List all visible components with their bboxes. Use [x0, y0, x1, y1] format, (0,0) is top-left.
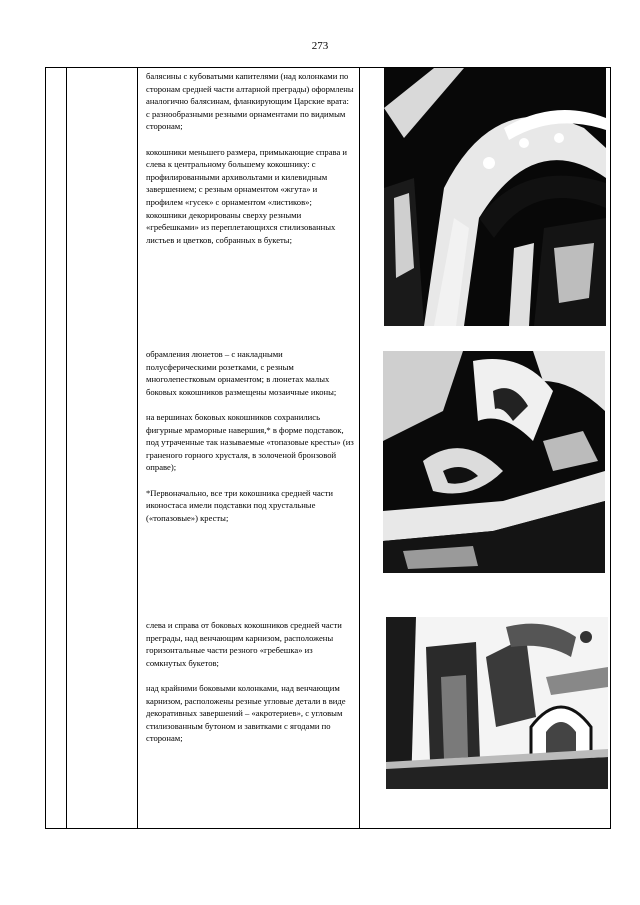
photo-iconostasis-cornice	[386, 617, 608, 789]
description-block-2	[146, 348, 354, 524]
photo-kokoshnik-arch	[384, 68, 606, 326]
column-divider-1	[66, 67, 67, 829]
description-block-1	[146, 70, 354, 246]
paragraph: на вершинах боковых кокошников сохранились фигурные мраморные навершия,* в форме подставок, под утраченные так называемые «топазовые кресты» (из граненого горного хрусталя, в золоченой бронзовой оправе);	[146, 411, 354, 473]
paragraph: обрамления люнетов – с накладными полусферическими розетками, с резным многолепестковым орнаментом; в люнетах малых боковых кокошников размещены мозаичные иконы;	[146, 349, 337, 397]
photo-marble-finial	[383, 351, 605, 573]
paragraph: слева и справа от боковых кокошников средней части преграды, над венчающим карнизом, расположены горизонтальные части резного «гребешка» из сомкнутых букетов;	[146, 620, 342, 668]
paragraph: *Первоначально, все три кокошника средней части иконостаса имели подставки под хрустальные («топазовые») кресты;	[146, 487, 333, 523]
page-number: 273	[311, 40, 329, 52]
column-divider-2	[137, 67, 138, 829]
paragraph: над крайними боковыми колонками, над венчающим карнизом, расположены резные угловые детали в виде декоративных завершений – «акротериев», с угловым стилизованным бутоном и завитками с ягодами по сторонам;	[146, 682, 346, 744]
description-block-3	[146, 619, 354, 745]
column-divider-3	[359, 67, 360, 829]
paragraph: кокошники меньшего размера, примыкающие справа и слева к центральному большему кокошнику: с профилированными архивольтами и килевидным завершением; с резным орнаментом «жгута» и профилем «гусек» с орнаментом «листиков»; кокошники декорированы сверху резными «гребешками» из переплетающихся стилизованных листьев и цветков, собранных в букеты;	[146, 146, 348, 245]
paragraph: балясины с кубоватыми капителями (над колонками по сторонам средней части алтарной преграды) оформлены аналогично балясинам, фланкирующим Царские врата: с разнообразными резными орнаментами по видимым сторонам;	[146, 71, 354, 132]
